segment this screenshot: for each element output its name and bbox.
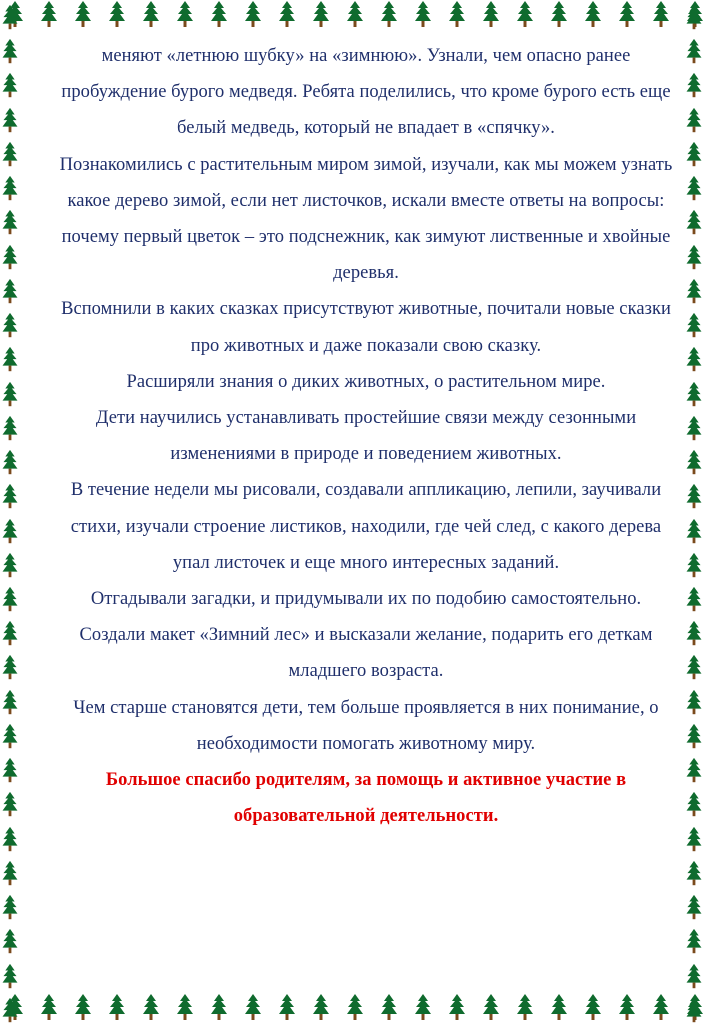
fir-tree-icon — [378, 0, 400, 30]
fir-tree-icon — [208, 0, 230, 30]
thanks-paragraph: Большое спасибо родителям, за помощь и активное участие в образовательной деятельности. — [105, 770, 627, 827]
paragraph: меняют «летнюю шубку» на «зимнюю». Узнали, чем опасно ранее пробуждение бурого медведя. Ребята поделились, что кроме бурого есть еще белый медведь, который не впадает в «спячку». — [61, 46, 671, 139]
fir-tree-icon — [0, 278, 20, 306]
fir-tree-icon — [0, 4, 20, 32]
fir-tree-icon — [140, 993, 162, 1023]
fir-tree-icon — [0, 244, 20, 272]
fir-tree-icon — [38, 0, 60, 30]
fir-tree-icon — [174, 0, 196, 30]
fir-tree-icon — [548, 993, 570, 1023]
fir-tree-icon — [684, 483, 704, 511]
fir-tree-icon — [0, 107, 20, 135]
fir-tree-icon — [684, 894, 704, 922]
fir-tree-icon — [0, 175, 20, 203]
fir-tree-icon — [0, 552, 20, 580]
paragraph: Вспомнили в каких сказках присутствуют животные, почитали новые сказки про животных и даже показали свою сказку. — [61, 299, 671, 356]
border-top — [0, 0, 710, 36]
paragraph: В течение недели мы рисовали, создавали аппликацию, лепили, заучивали стихи, изучали строение листиков, находили, где чей след, с какого дерева упал листочек и еще много интересных заданий. — [70, 480, 662, 573]
fir-tree-icon — [72, 0, 94, 30]
fir-tree-icon — [0, 312, 20, 340]
fir-tree-icon — [0, 928, 20, 956]
fir-tree-icon — [276, 0, 298, 30]
fir-tree-icon — [480, 0, 502, 30]
paragraph: Дети научились устанавливать простейшие связи между сезонными изменениями в природе и поведением животных. — [95, 408, 637, 465]
fir-tree-icon — [684, 518, 704, 546]
fir-tree-icon — [684, 689, 704, 717]
fir-tree-icon — [208, 993, 230, 1023]
fir-tree-icon — [684, 997, 704, 1025]
fir-tree-icon — [0, 894, 20, 922]
fir-tree-icon — [684, 278, 704, 306]
fir-tree-icon — [0, 963, 20, 991]
fir-tree-icon — [684, 175, 704, 203]
fir-tree-icon — [0, 689, 20, 717]
fir-tree-icon — [684, 38, 704, 66]
paragraph: Познакомились с растительным миром зимой, изучали, как мы можем узнать какое дерево зимой, если нет листочков, искали вместе ответы на вопросы: почему первый цветок – это подснежник, как зимуют лиственные и хвойные деревья. — [59, 154, 673, 284]
fir-tree-icon — [684, 963, 704, 991]
fir-tree-icon — [480, 993, 502, 1023]
fir-tree-icon — [310, 993, 332, 1023]
fir-tree-icon — [72, 993, 94, 1023]
fir-tree-icon — [684, 209, 704, 237]
fir-tree-icon — [616, 993, 638, 1023]
fir-tree-icon — [684, 620, 704, 648]
fir-tree-icon — [514, 0, 536, 30]
fir-tree-icon — [684, 586, 704, 614]
fir-tree-icon — [684, 757, 704, 785]
fir-tree-icon — [0, 381, 20, 409]
fir-tree-icon — [684, 381, 704, 409]
fir-tree-icon — [684, 4, 704, 32]
fir-tree-icon — [0, 654, 20, 682]
fir-tree-icon — [0, 620, 20, 648]
fir-tree-icon — [174, 993, 196, 1023]
fir-tree-icon — [344, 993, 366, 1023]
fir-tree-icon — [0, 791, 20, 819]
fir-tree-icon — [684, 654, 704, 682]
fir-tree-icon — [616, 0, 638, 30]
fir-tree-icon — [0, 141, 20, 169]
fir-tree-icon — [650, 993, 672, 1023]
fir-tree-icon — [684, 723, 704, 751]
fir-tree-icon — [0, 826, 20, 854]
fir-tree-icon — [106, 993, 128, 1023]
fir-tree-icon — [0, 757, 20, 785]
document-body — [50, 38, 682, 834]
fir-tree-icon — [684, 244, 704, 272]
fir-tree-icon — [0, 518, 20, 546]
border-right — [684, 0, 710, 1029]
fir-tree-icon — [446, 993, 468, 1023]
fir-tree-icon — [0, 860, 20, 888]
fir-tree-icon — [378, 993, 400, 1023]
fir-tree-icon — [0, 483, 20, 511]
fir-tree-icon — [684, 449, 704, 477]
fir-tree-icon — [684, 415, 704, 443]
fir-tree-icon — [446, 0, 468, 30]
fir-tree-icon — [684, 791, 704, 819]
fir-tree-icon — [684, 860, 704, 888]
fir-tree-icon — [0, 449, 20, 477]
fir-tree-icon — [0, 72, 20, 100]
fir-tree-icon — [38, 993, 60, 1023]
fir-tree-icon — [684, 141, 704, 169]
fir-tree-icon — [106, 0, 128, 30]
fir-tree-icon — [0, 723, 20, 751]
fir-tree-icon — [310, 0, 332, 30]
paragraph: Отгадывали загадки, и придумывали их по подобию самостоятельно. — [90, 589, 642, 610]
fir-tree-icon — [650, 0, 672, 30]
fir-tree-icon — [412, 0, 434, 30]
border-bottom — [0, 993, 710, 1029]
fir-tree-icon — [0, 209, 20, 237]
fir-tree-icon — [548, 0, 570, 30]
fir-tree-icon — [0, 997, 20, 1025]
fir-tree-icon — [582, 0, 604, 30]
fir-tree-icon — [0, 586, 20, 614]
paragraph: Чем старше становятся дети, тем больше проявляется в них понимание, о необходимости помогать животному миру. — [73, 697, 659, 754]
fir-tree-icon — [276, 993, 298, 1023]
fir-tree-icon — [684, 552, 704, 580]
paragraph: Создали макет «Зимний лес» и высказали желание, подарить его деткам младшего возраста. — [79, 625, 653, 682]
fir-tree-icon — [684, 72, 704, 100]
fir-tree-icon — [514, 993, 536, 1023]
fir-tree-icon — [684, 312, 704, 340]
fir-tree-icon — [344, 0, 366, 30]
fir-tree-icon — [0, 38, 20, 66]
fir-tree-icon — [684, 346, 704, 374]
paragraph: Расширяли знания о диких животных, о растительном мире. — [126, 371, 606, 392]
fir-tree-icon — [140, 0, 162, 30]
fir-tree-icon — [242, 993, 264, 1023]
fir-tree-icon — [242, 0, 264, 30]
fir-tree-icon — [582, 993, 604, 1023]
fir-tree-icon — [0, 415, 20, 443]
fir-tree-icon — [0, 346, 20, 374]
fir-tree-icon — [684, 107, 704, 135]
fir-tree-icon — [684, 928, 704, 956]
border-left — [0, 0, 26, 1029]
fir-tree-icon — [412, 993, 434, 1023]
fir-tree-icon — [684, 826, 704, 854]
